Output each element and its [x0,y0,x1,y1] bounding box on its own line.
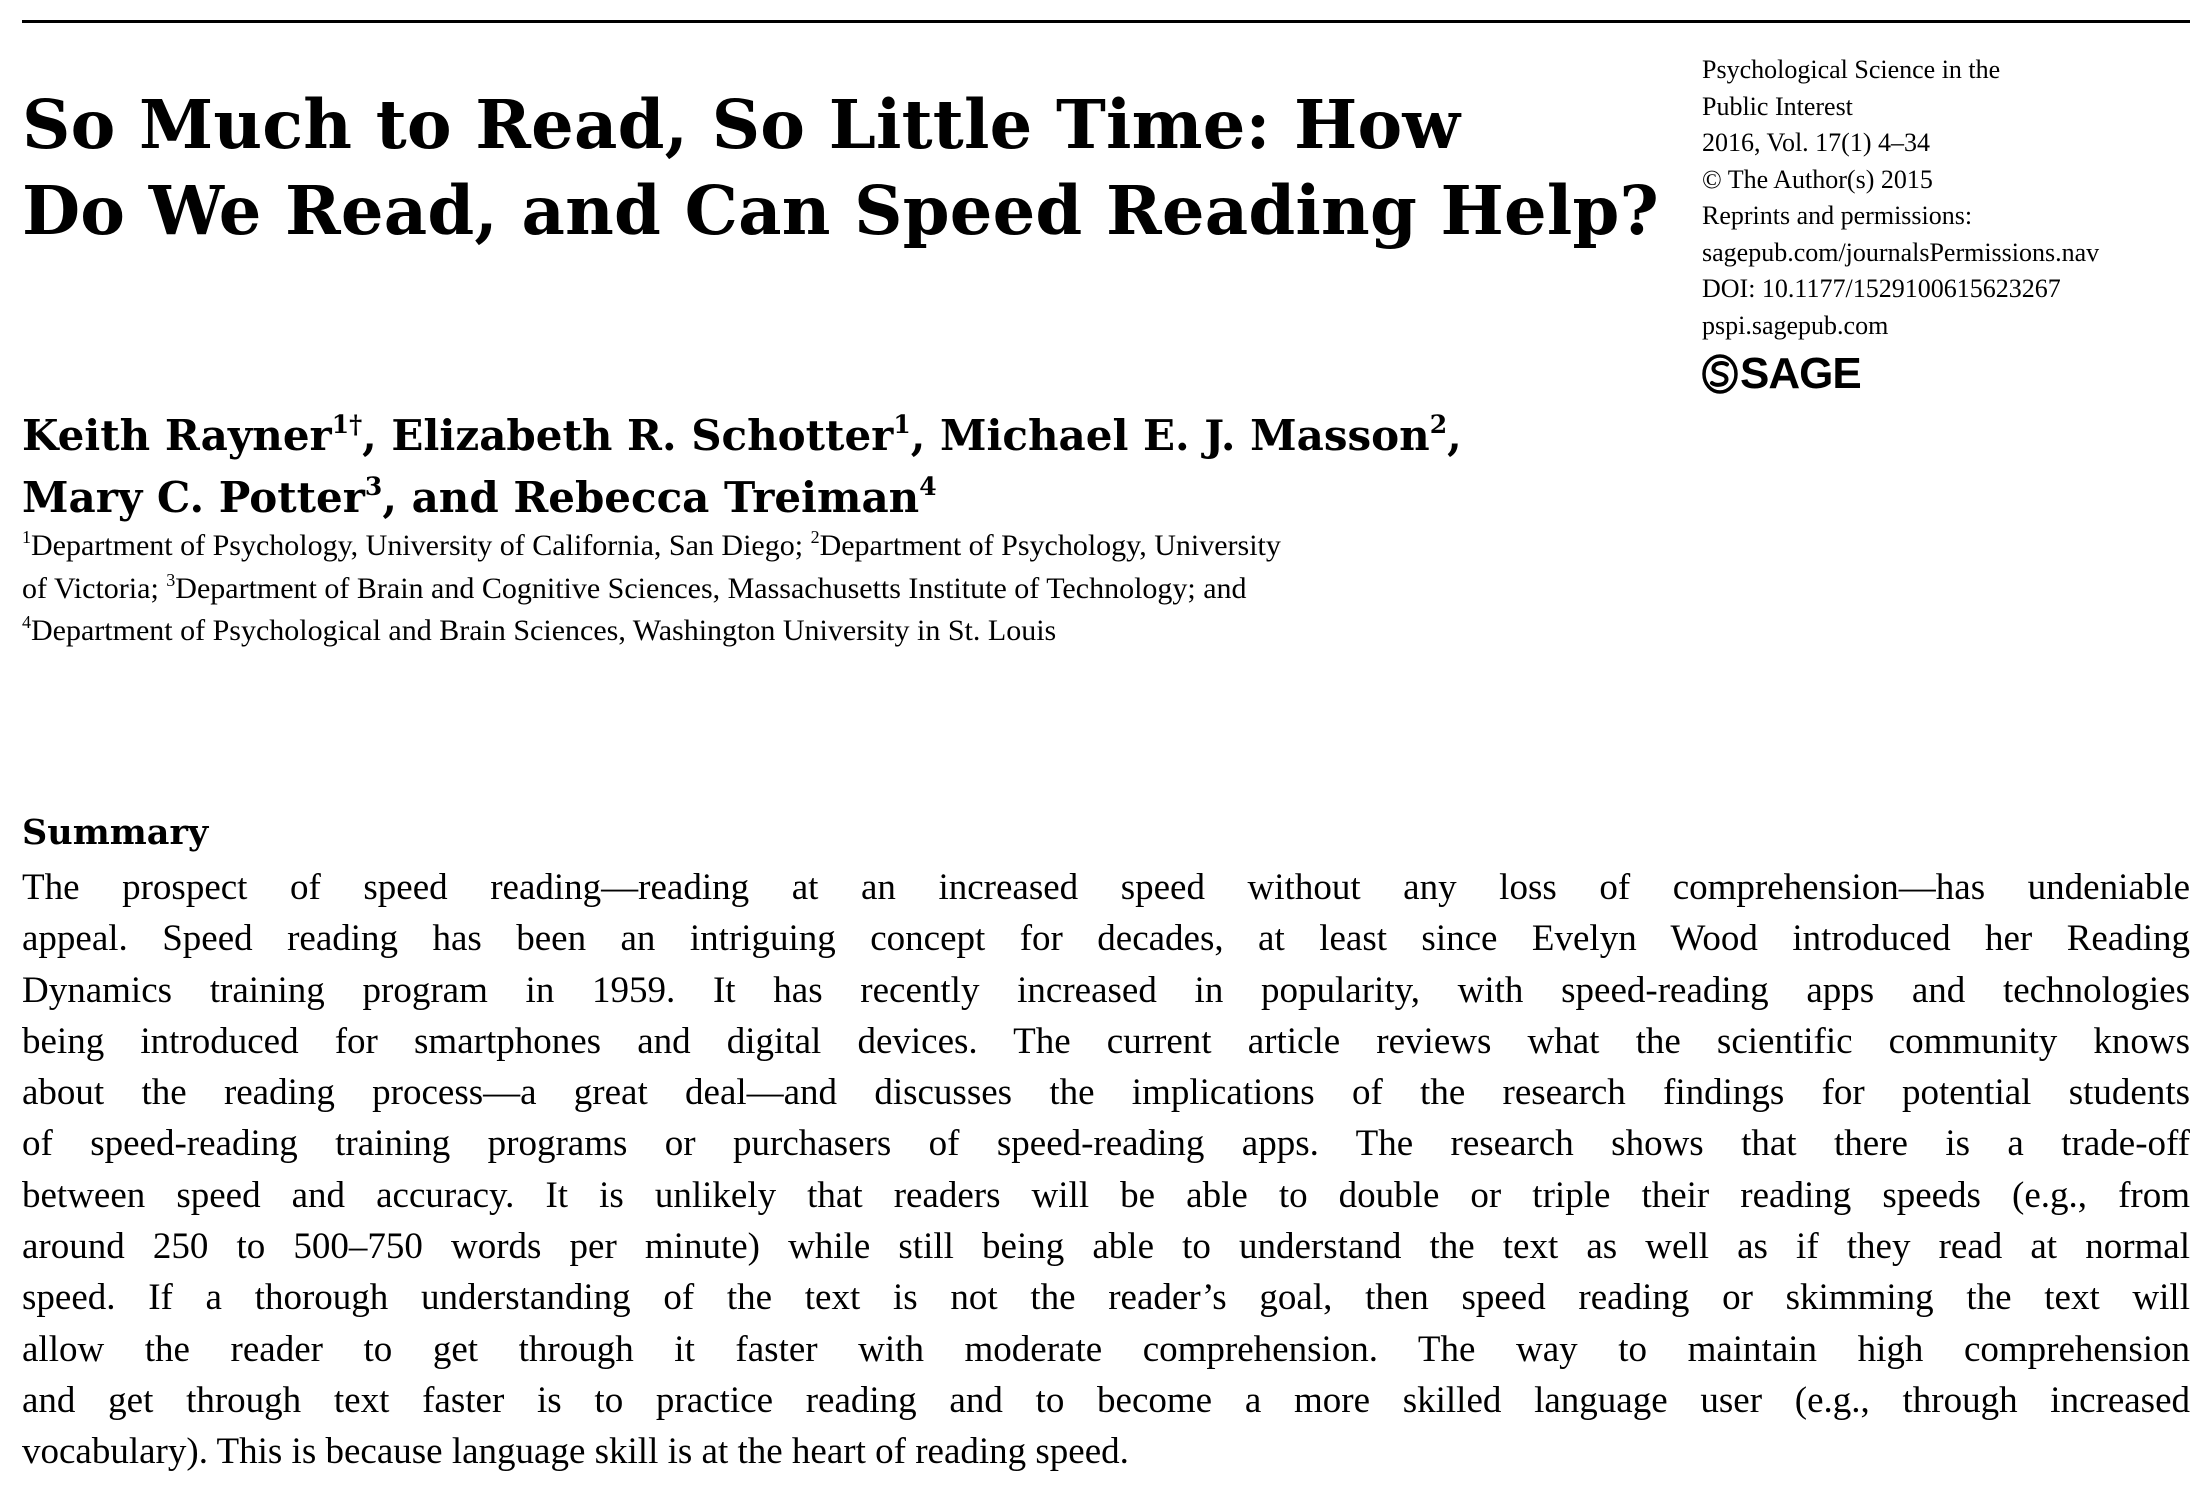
journal-info [1702,52,2192,344]
affiliation-mark: 3 [166,569,176,590]
summary-line: speed. If a thorough understanding of the text is not the reader’s goal, then speed reading or skimming the text will [22,1277,2190,1319]
sage-s-icon [1702,354,1738,394]
summary-line: of speed-reading training programs or purchasers of speed-reading apps. The research shows that there is a trade-off [22,1123,2190,1165]
journal-name-line: Psychological Science in the [1702,55,2001,84]
copyright: © The Author(s) 2015 [1702,164,1933,194]
affiliation-line [22,525,1642,568]
author-affiliation-mark: 4 [919,472,937,501]
title-line: Do We Read, and Can Speed Reading Help? [22,171,1659,250]
affiliation-text: Department of Brain and Cognitive Sciences, Massachusetts Institute of Technology; and [175,571,1247,605]
article-title [22,82,1662,254]
author-separator: , [1447,411,1462,460]
affiliation-mark: 1 [22,527,31,547]
affiliation-text: Department of Psychological and Brain Sciences, Washington University in St. Louis [31,614,1057,647]
affiliations [22,525,1642,653]
affiliation-text: Department of Psychology, University of California, San Diego; [31,529,811,562]
author-line [22,467,1642,529]
affiliation-text: Department of Psychology, University [819,529,1281,562]
volume-info: 2016, Vol. 17(1) 4–34 [1702,128,1930,157]
author-name: Michael E. J. Masson [939,411,1430,460]
summary-line: The prospect of speed reading—reading at an increased speed without any loss of comprehension—has undeniable [22,867,2190,908]
summary-line: around 250 to 500–750 words per minute) while still being able to understand the text as well as if they read at normal [22,1226,2190,1268]
doi[interactable]: DOI: 10.1177/1529100615623267 [1702,274,2061,303]
summary-line: being introduced for smartphones and digital devices. The current article reviews what the scientific community knows [22,1020,2190,1062]
author-name: Elizabeth R. Schotter [391,411,894,460]
summary-line: appeal. Speed reading has been an intriguing concept for decades, at least since Evelyn Wood introduced her Reading [22,918,2190,960]
sage-logo [1702,349,1861,398]
affiliation-text: of Victoria; [22,571,167,605]
journal-website[interactable]: pspi.sagepub.com [1702,310,1889,340]
sage-wordmark: SAGE [1740,349,1861,398]
top-rule [22,20,2190,23]
affiliation-line [22,568,1642,611]
affiliation-mark: 2 [810,527,820,547]
author-affiliation-mark: 1 [893,410,911,439]
author-separator: , and [382,473,514,522]
affiliation-line [22,610,1642,653]
summary-line: between speed and accuracy. It is unlikely that readers will be able to double or triple their reading speeds (e.g., from [22,1174,2190,1216]
author-separator: , [362,411,392,460]
author-list [22,405,1642,529]
journal-name-line: Public Interest [1702,91,1853,121]
summary-line: Dynamics training program in 1959. It has recently increased in popularity, with speed-reading apps and technologies [22,969,2190,1011]
author-line [22,405,1642,467]
author-name: Rebecca Treiman [513,473,920,522]
author-name: Mary C. Potter [22,473,365,522]
author-separator: , [910,411,940,460]
author-name: Keith Rayner [22,411,332,460]
reprints-label: Reprints and permissions: [1702,201,1973,230]
permissions-link[interactable]: sagepub.com/journalsPermissions.nav [1702,237,2100,267]
summary-line: and get through text faster is to practice reading and to become a more skilled language user (e.g., through increased [22,1379,2190,1421]
summary-line: allow the reader to get through it faster with moderate comprehension. The way to maintain high comprehension [22,1328,2190,1370]
author-affiliation-mark: 1† [331,410,363,439]
title-line: So Much to Read, So Little Time: How [22,85,1461,164]
summary-paragraph [22,862,2190,1478]
summary-line: vocabulary). This is because language skill is at the heart of reading speed. [22,1431,1129,1473]
summary-line: about the reading process—a great deal—and discusses the implications of the research findings for potential students [22,1072,2190,1114]
affiliation-mark: 4 [22,612,31,632]
summary-heading: Summary [22,812,209,853]
author-affiliation-mark: 3 [364,472,383,501]
author-affiliation-mark: 2 [1429,410,1448,439]
